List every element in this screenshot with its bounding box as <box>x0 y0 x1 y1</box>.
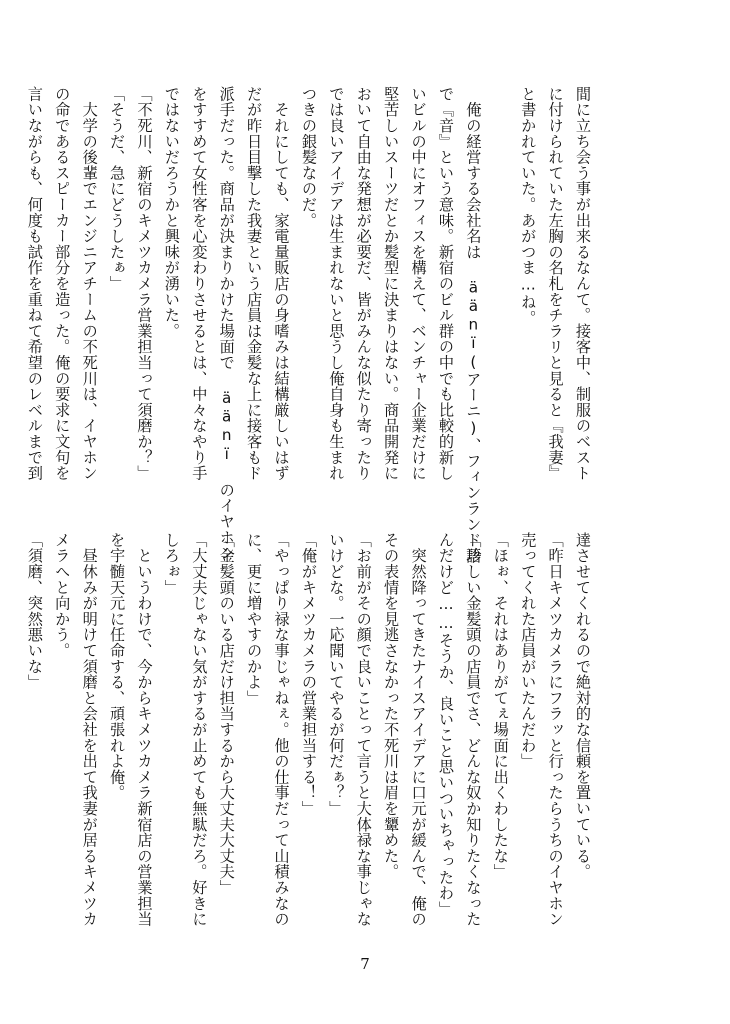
text-column: おいて自由な発想が必要だ、皆がみんな似たり寄ったり <box>354 86 373 481</box>
text-column: しろぉ」 <box>162 532 181 596</box>
text-column: だが昨日目撃した我妻という店員は金髪な上に接客もド <box>245 86 264 481</box>
text-column: 「昨日キメツカメラにフラッと行ったらうちのイヤホン <box>546 532 565 927</box>
text-column: 「金髪頭のいる店だけ担当するから大丈夫大丈夫」 <box>217 532 236 896</box>
text-column: 「そうだ、急にどうしたぁ」 <box>108 86 127 292</box>
text-column: その表情を見逃さなかった不死川は眉を顰めた。 <box>382 532 401 880</box>
text-column: それにしても、家電量販店の身嗜みは結構厳しいはず <box>272 86 291 481</box>
text-column: 「不死川、新宿のキメツカメラ営業担当って須磨か？」 <box>135 86 154 481</box>
text-column: 言いながらも、何度も試作を重ねて希望のレベルまで到 <box>25 86 44 481</box>
text-column: 間に立ち会う事が出来るなんて。接客中、制服のベスト <box>574 86 592 481</box>
text-column: 派手だった。商品が決まりかけた場面で äänï のイヤホン <box>217 86 236 561</box>
text-column: 俺の経営する会社名は äänï(アーニ)、フィンランド語 <box>464 86 483 564</box>
text-column: 「俺がキメツカメラの営業担当する！」 <box>299 532 318 817</box>
text-column: に付けられていた左胸の名札をチラリと見ると『我妻』 <box>546 86 565 481</box>
page-number: 7 <box>360 955 370 973</box>
text-column: メラへと向かう。 <box>53 532 72 659</box>
text-column: 堅苦しいスーツだとか髪型に決まりはない。商品開発に <box>382 86 401 481</box>
text-column: 突然降ってきたナイスアイデアに口元が緩んで、俺の <box>409 532 428 927</box>
text-column: では良いアイデアは生まれないと思うし俺自身も生まれ <box>327 86 346 481</box>
text-column: と書かれていた。あがつま…ね。 <box>519 86 538 326</box>
text-column: というわけで、今からキメツカメラ新宿店の営業担当 <box>135 532 154 927</box>
text-column: 「須磨、突然悪いな」 <box>25 532 44 690</box>
text-column: をすすめて女性客を心変わりさせるとは、中々なやり手 <box>190 86 209 481</box>
text-column: 達させてくれるので絶対的な信頼を置いている。 <box>574 532 592 880</box>
text-column: 「珍しい金髪頭の店員でさ、どんな奴か知りたくなった <box>464 532 483 927</box>
text-column: 昼休みが明けて須磨と会社を出て我妻が居るキメツカ <box>80 532 99 927</box>
text-column: 大学の後輩でエンジニアチームの不死川は、イヤホン <box>80 86 99 481</box>
text-column: 売ってくれた店員がいたんだわ」 <box>519 532 538 769</box>
text-column: 「お前がその顔で良いことって言うと大体禄な事じゃな <box>354 532 373 927</box>
text-column: を宇髄天元に任命する、頑張れよ俺。 <box>108 532 127 801</box>
text-column: つきの銀髪なのだ。 <box>299 86 318 229</box>
text-column: 「大丈夫じゃない気がするが止めても無駄だろ。好きに <box>190 532 209 927</box>
text-column: に、更に増やすのかよ」 <box>245 532 264 706</box>
text-column: 「ほぉ、それはありがてぇ場面に出くわしたな」 <box>491 532 510 880</box>
text-column: で『音』という意味。新宿のビル群の中でも比較的新し <box>436 86 455 481</box>
text-column: いけどな。一応聞いてやるが何だぁ？」 <box>327 532 346 817</box>
text-column: の命であるスピーカー部分を造った。俺の要求に文句を <box>53 86 72 481</box>
text-column: いビルの中にオフィスを構えて、ベンチャー企業だけに <box>409 86 428 481</box>
text-column: 「やっぱり禄な事じゃねぇ。他の仕事だって山積みなの <box>272 532 291 927</box>
text-column: んだけど……そうか、良いこと思いついちゃったわ」 <box>436 532 455 917</box>
blank-column <box>486 86 513 479</box>
text-column: ではないだろうかと興味が湧いた。 <box>162 86 181 339</box>
text-block-bottom <box>25 532 596 927</box>
